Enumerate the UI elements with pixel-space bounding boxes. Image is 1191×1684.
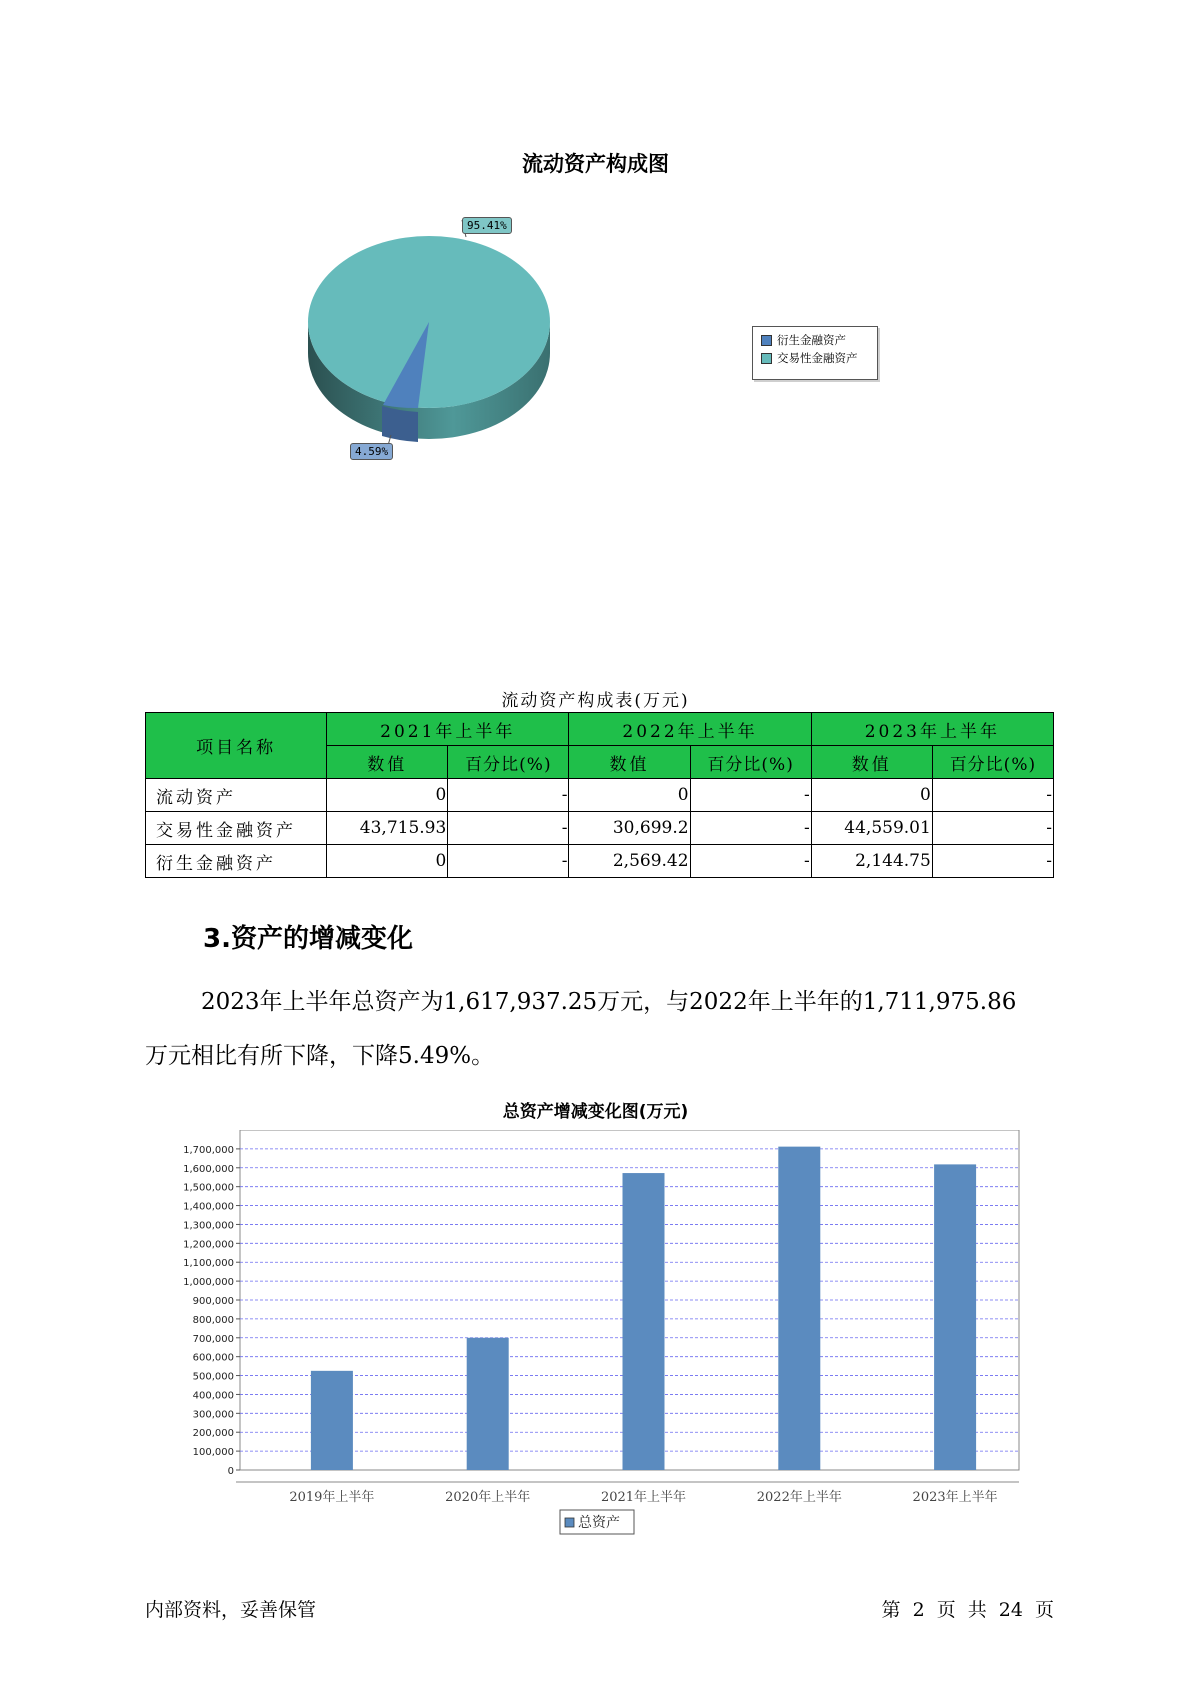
legend-label: 衍生金融资产 (777, 333, 846, 347)
x-tick-label: 2023年上半年 (912, 1490, 998, 1505)
cell-percent: - (448, 812, 569, 845)
legend-swatch (761, 335, 772, 346)
pie-legend (752, 326, 878, 380)
pie-label-small: 4.59% (350, 443, 393, 460)
y-tick-label: 300,000 (192, 1409, 234, 1421)
y-tick-label: 1,000,000 (183, 1277, 234, 1289)
y-tick-label: 400,000 (192, 1390, 234, 1402)
header-value: 数值 (327, 746, 448, 779)
table-row (146, 845, 1054, 878)
header-item-name: 项目名称 (146, 713, 327, 779)
header-value: 数值 (811, 746, 932, 779)
y-tick-label: 600,000 (192, 1352, 234, 1364)
y-tick-label: 1,400,000 (183, 1201, 234, 1213)
cell-value: 44,559.01 (811, 812, 932, 845)
table-row (146, 812, 1054, 845)
cell-percent: - (690, 812, 811, 845)
bar (623, 1173, 665, 1470)
y-tick-label: 900,000 (192, 1296, 234, 1307)
cell-percent: - (932, 845, 1053, 878)
cell-value: 2,569.42 (569, 845, 690, 878)
cell-value: 30,699.2 (569, 812, 690, 845)
table-caption: 流动资产构成表(万元) (501, 691, 690, 711)
row-name: 流动资产 (146, 779, 327, 812)
legend-label: 交易性金融资产 (777, 351, 858, 365)
bar (467, 1338, 509, 1470)
table-row (146, 779, 1054, 812)
cell-percent: - (448, 779, 569, 812)
section-paragraph: 2023年上半年总资产为1,617,937.25万元，与2022年上半年的1,711,975.86万元相比有所下降，下降5.49%。 (145, 989, 1017, 1069)
bar-chart-y-axis (183, 1145, 240, 1477)
x-tick-label: 2019年上半年 (289, 1490, 375, 1505)
footer-confidential-note: 内部资料，妥善保管 (145, 1599, 317, 1621)
header-year-2023: 2023年上半年 (811, 713, 1053, 746)
legend-swatch (565, 1518, 574, 1527)
y-tick-label: 700,000 (192, 1333, 234, 1345)
y-tick-label: 0 (227, 1466, 234, 1477)
bar (311, 1371, 353, 1470)
x-tick-label: 2020年上半年 (445, 1490, 531, 1505)
x-tick-label: 2021年上半年 (600, 1490, 687, 1505)
bar-chart-title: 总资产增减变化图(万元) (502, 1102, 689, 1122)
y-tick-label: 1,600,000 (183, 1163, 234, 1175)
y-tick-label: 200,000 (192, 1428, 234, 1440)
section-heading: 3.资产的增减变化 (203, 924, 413, 954)
cell-percent: - (448, 845, 569, 878)
y-tick-label: 1,700,000 (183, 1144, 234, 1156)
current-assets-table (145, 712, 1054, 878)
header-percent: 百分比(%) (932, 746, 1053, 779)
bar (934, 1164, 976, 1470)
legend-label: 总资产 (578, 1515, 620, 1531)
footer-page-number: 第 2 页 共 24 页 (881, 1599, 1054, 1621)
bar-chart-x-axis (236, 1482, 1019, 1505)
cell-value: 2,144.75 (811, 845, 932, 878)
header-value: 数值 (569, 746, 690, 779)
pie-chart (270, 205, 630, 465)
bar-chart-legend (560, 1510, 634, 1534)
bar (778, 1147, 820, 1470)
legend-item-trading (761, 349, 877, 367)
cell-percent: - (932, 779, 1053, 812)
cell-value: 0 (569, 779, 690, 812)
cell-value: 0 (327, 845, 448, 878)
cell-value: 0 (327, 779, 448, 812)
header-year-2021: 2021年上半年 (327, 713, 569, 746)
y-tick-label: 1,100,000 (183, 1258, 234, 1270)
row-name: 衍生金融资产 (146, 845, 327, 878)
cell-percent: - (932, 812, 1053, 845)
bar-chart (160, 1130, 1020, 1550)
cell-percent: - (690, 779, 811, 812)
y-tick-label: 800,000 (192, 1314, 234, 1326)
cell-value: 0 (811, 779, 932, 812)
y-tick-label: 1,500,000 (183, 1182, 234, 1194)
pie-label-big: 95.41% (462, 217, 512, 234)
legend-item-derivative (761, 331, 877, 349)
cell-value: 43,715.93 (327, 812, 448, 845)
x-tick-label: 2022年上半年 (756, 1490, 842, 1505)
pie-chart-title: 流动资产构成图 (522, 152, 669, 176)
y-tick-label: 500,000 (192, 1371, 234, 1383)
y-tick-label: 1,300,000 (183, 1220, 234, 1232)
header-percent: 百分比(%) (690, 746, 811, 779)
y-tick-label: 1,200,000 (183, 1239, 234, 1251)
legend-swatch (761, 353, 772, 364)
cell-percent: - (690, 845, 811, 878)
header-percent: 百分比(%) (448, 746, 569, 779)
header-year-2022: 2022年上半年 (569, 713, 811, 746)
row-name: 交易性金融资产 (146, 812, 327, 845)
y-tick-label: 100,000 (192, 1447, 234, 1459)
